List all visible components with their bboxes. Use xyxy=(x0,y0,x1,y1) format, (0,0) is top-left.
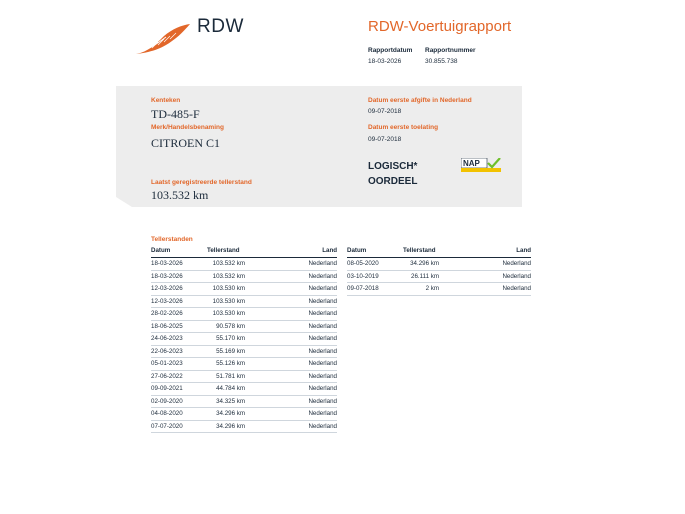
table-row xyxy=(151,333,337,346)
eerste-afgifte-label: Datum eerste afgifte in Nederland xyxy=(368,97,472,104)
cell-datum: 09-09-2021 xyxy=(151,383,207,396)
cell-tellerstand: 103.530 km xyxy=(207,308,245,321)
vehicle-summary-box xyxy=(116,86,522,207)
merk-label: Merk/Handelsbenaming xyxy=(151,124,224,131)
table-row xyxy=(151,283,337,296)
header-datum: Datum xyxy=(347,246,403,258)
eerste-afgifte-value: 09-07-2018 xyxy=(368,108,402,115)
cell-land: Nederland xyxy=(439,283,531,296)
cell-tellerstand: 2 km xyxy=(403,283,439,296)
cell-land: Nederland xyxy=(245,308,337,321)
cell-tellerstand: 44.784 km xyxy=(207,383,245,396)
cell-land: Nederland xyxy=(245,320,337,333)
cell-datum: 08-05-2020 xyxy=(347,258,403,271)
table-row xyxy=(151,345,337,358)
table-header-row xyxy=(347,246,531,258)
header-tellerstand: Tellerstand xyxy=(207,246,245,258)
cell-land: Nederland xyxy=(245,283,337,296)
tellerstanden-table-right xyxy=(347,246,531,296)
cell-datum: 18-03-2026 xyxy=(151,258,207,271)
cell-land: Nederland xyxy=(245,258,337,271)
cell-datum: 04-08-2020 xyxy=(151,408,207,421)
cell-tellerstand: 55.169 km xyxy=(207,345,245,358)
rdw-logo-icon xyxy=(134,22,194,58)
kenteken-value: TD-485-F xyxy=(151,107,200,121)
cell-land: Nederland xyxy=(245,420,337,433)
header-land: Land xyxy=(439,246,531,258)
tellerstanden-table-left xyxy=(151,246,337,433)
tellerstand-label: Laatst geregistreerde tellerstand xyxy=(151,179,252,186)
table-row xyxy=(151,258,337,271)
table-row xyxy=(347,258,531,271)
cell-land: Nederland xyxy=(245,358,337,371)
header-datum: Datum xyxy=(151,246,207,258)
rapportdatum-value: 18-03-2026 xyxy=(368,58,402,65)
cell-datum: 12-03-2026 xyxy=(151,295,207,308)
tellerstand-value: 103.532 km xyxy=(151,188,209,202)
table-row xyxy=(151,408,337,421)
cell-tellerstand: 103.532 km xyxy=(207,270,245,283)
cell-tellerstand: 26.111 km xyxy=(403,270,439,283)
cell-datum: 28-02-2026 xyxy=(151,308,207,321)
table-row xyxy=(151,383,337,396)
cell-land: Nederland xyxy=(245,408,337,421)
nap-text: NAP xyxy=(463,159,480,168)
table-row xyxy=(347,283,531,296)
table-row xyxy=(151,420,337,433)
report-title: RDW-Voertuigrapport xyxy=(368,18,512,35)
oordeel-text xyxy=(368,159,417,189)
tellerstanden-title: Tellerstanden xyxy=(151,236,193,243)
table-header-row xyxy=(151,246,337,258)
table-row xyxy=(151,270,337,283)
eerste-toelating-value: 09-07-2018 xyxy=(368,136,402,143)
cell-datum: 22-06-2023 xyxy=(151,345,207,358)
header-tellerstand: Tellerstand xyxy=(403,246,439,258)
cell-tellerstand: 51.781 km xyxy=(207,370,245,383)
cell-datum: 18-06-2025 xyxy=(151,320,207,333)
cell-tellerstand: 103.530 km xyxy=(207,283,245,296)
cell-tellerstand: 34.296 km xyxy=(403,258,439,271)
cell-datum: 02-09-2020 xyxy=(151,395,207,408)
cell-datum: 03-10-2019 xyxy=(347,270,403,283)
eerste-toelating-label: Datum eerste toelating xyxy=(368,124,439,131)
logo-text: RDW xyxy=(197,16,244,37)
cell-land: Nederland xyxy=(245,295,337,308)
cell-land: Nederland xyxy=(439,258,531,271)
cell-datum: 27-06-2022 xyxy=(151,370,207,383)
table-row xyxy=(151,358,337,371)
rapportdatum-label: Rapportdatum xyxy=(368,47,413,54)
cell-tellerstand: 90.578 km xyxy=(207,320,245,333)
cell-datum: 09-07-2018 xyxy=(347,283,403,296)
table-row xyxy=(151,395,337,408)
oordeel-line1: LOGISCH* xyxy=(368,161,418,172)
cell-land: Nederland xyxy=(245,345,337,358)
cell-land: Nederland xyxy=(245,395,337,408)
cell-land: Nederland xyxy=(245,270,337,283)
kenteken-label: Kenteken xyxy=(151,97,181,104)
cell-land: Nederland xyxy=(245,333,337,346)
cell-tellerstand: 55.126 km xyxy=(207,358,245,371)
cell-datum: 18-03-2026 xyxy=(151,270,207,283)
table-row xyxy=(151,370,337,383)
nap-logo-icon xyxy=(461,158,501,172)
cell-tellerstand: 34.296 km xyxy=(207,420,245,433)
rapportnummer-value: 30.855.738 xyxy=(425,58,458,65)
merk-value: CITROEN C1 xyxy=(151,136,220,150)
cell-tellerstand: 55.170 km xyxy=(207,333,245,346)
cell-land: Nederland xyxy=(245,383,337,396)
header-land: Land xyxy=(245,246,337,258)
cell-tellerstand: 103.530 km xyxy=(207,295,245,308)
cell-datum: 12-03-2026 xyxy=(151,283,207,296)
cell-datum: 05-01-2023 xyxy=(151,358,207,371)
cell-land: Nederland xyxy=(245,370,337,383)
cell-tellerstand: 34.325 km xyxy=(207,395,245,408)
cell-land: Nederland xyxy=(439,270,531,283)
cell-tellerstand: 34.296 km xyxy=(207,408,245,421)
cell-datum: 07-07-2020 xyxy=(151,420,207,433)
table-row xyxy=(347,270,531,283)
oordeel-line2: OORDEEL xyxy=(368,176,418,187)
cell-datum: 24-06-2023 xyxy=(151,333,207,346)
table-row xyxy=(151,320,337,333)
cell-tellerstand: 103.532 km xyxy=(207,258,245,271)
table-row xyxy=(151,295,337,308)
table-row xyxy=(151,308,337,321)
rapportnummer-label: Rapportnummer xyxy=(425,47,476,54)
